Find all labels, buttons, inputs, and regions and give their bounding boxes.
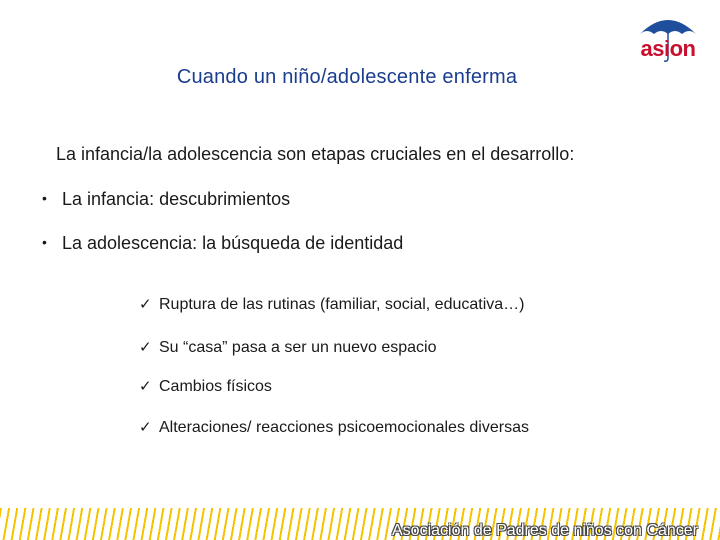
checkmark-icon: ✓ (139, 419, 152, 436)
logo-text: asion (640, 36, 696, 61)
bullet-item (42, 233, 403, 254)
check-item (139, 295, 525, 314)
slide-title: Cuando un niño/adolescente enferma (176, 66, 518, 88)
check-text: Cambios físicos (159, 378, 272, 395)
footer-text: Asociación de Padres de niños con Cáncer (392, 522, 698, 539)
asion-logo (630, 12, 706, 68)
bullet-text: La infancia: descubrimientos (62, 189, 291, 209)
bullet-text: La adolescencia: la búsqueda de identidad (62, 233, 404, 253)
check-text: Su “casa” pasa a ser un nuevo espacio (159, 339, 437, 356)
check-item (139, 418, 529, 437)
bullet-item (42, 189, 290, 210)
check-item (139, 338, 437, 357)
checkmark-icon: ✓ (139, 339, 152, 356)
checkmark-icon: ✓ (139, 378, 152, 395)
check-text: Ruptura de las rutinas (familiar, social, educativa…) (159, 296, 525, 313)
check-item (139, 377, 272, 396)
checkmark-icon: ✓ (139, 296, 152, 313)
check-text: Alteraciones/ reacciones psicoemocionales diversas (159, 419, 529, 436)
intro-text: La infancia/la adolescencia son etapas cruciales en el desarrollo: (56, 144, 575, 164)
bullet-icon: • (42, 234, 47, 250)
bullet-icon: • (42, 190, 47, 206)
